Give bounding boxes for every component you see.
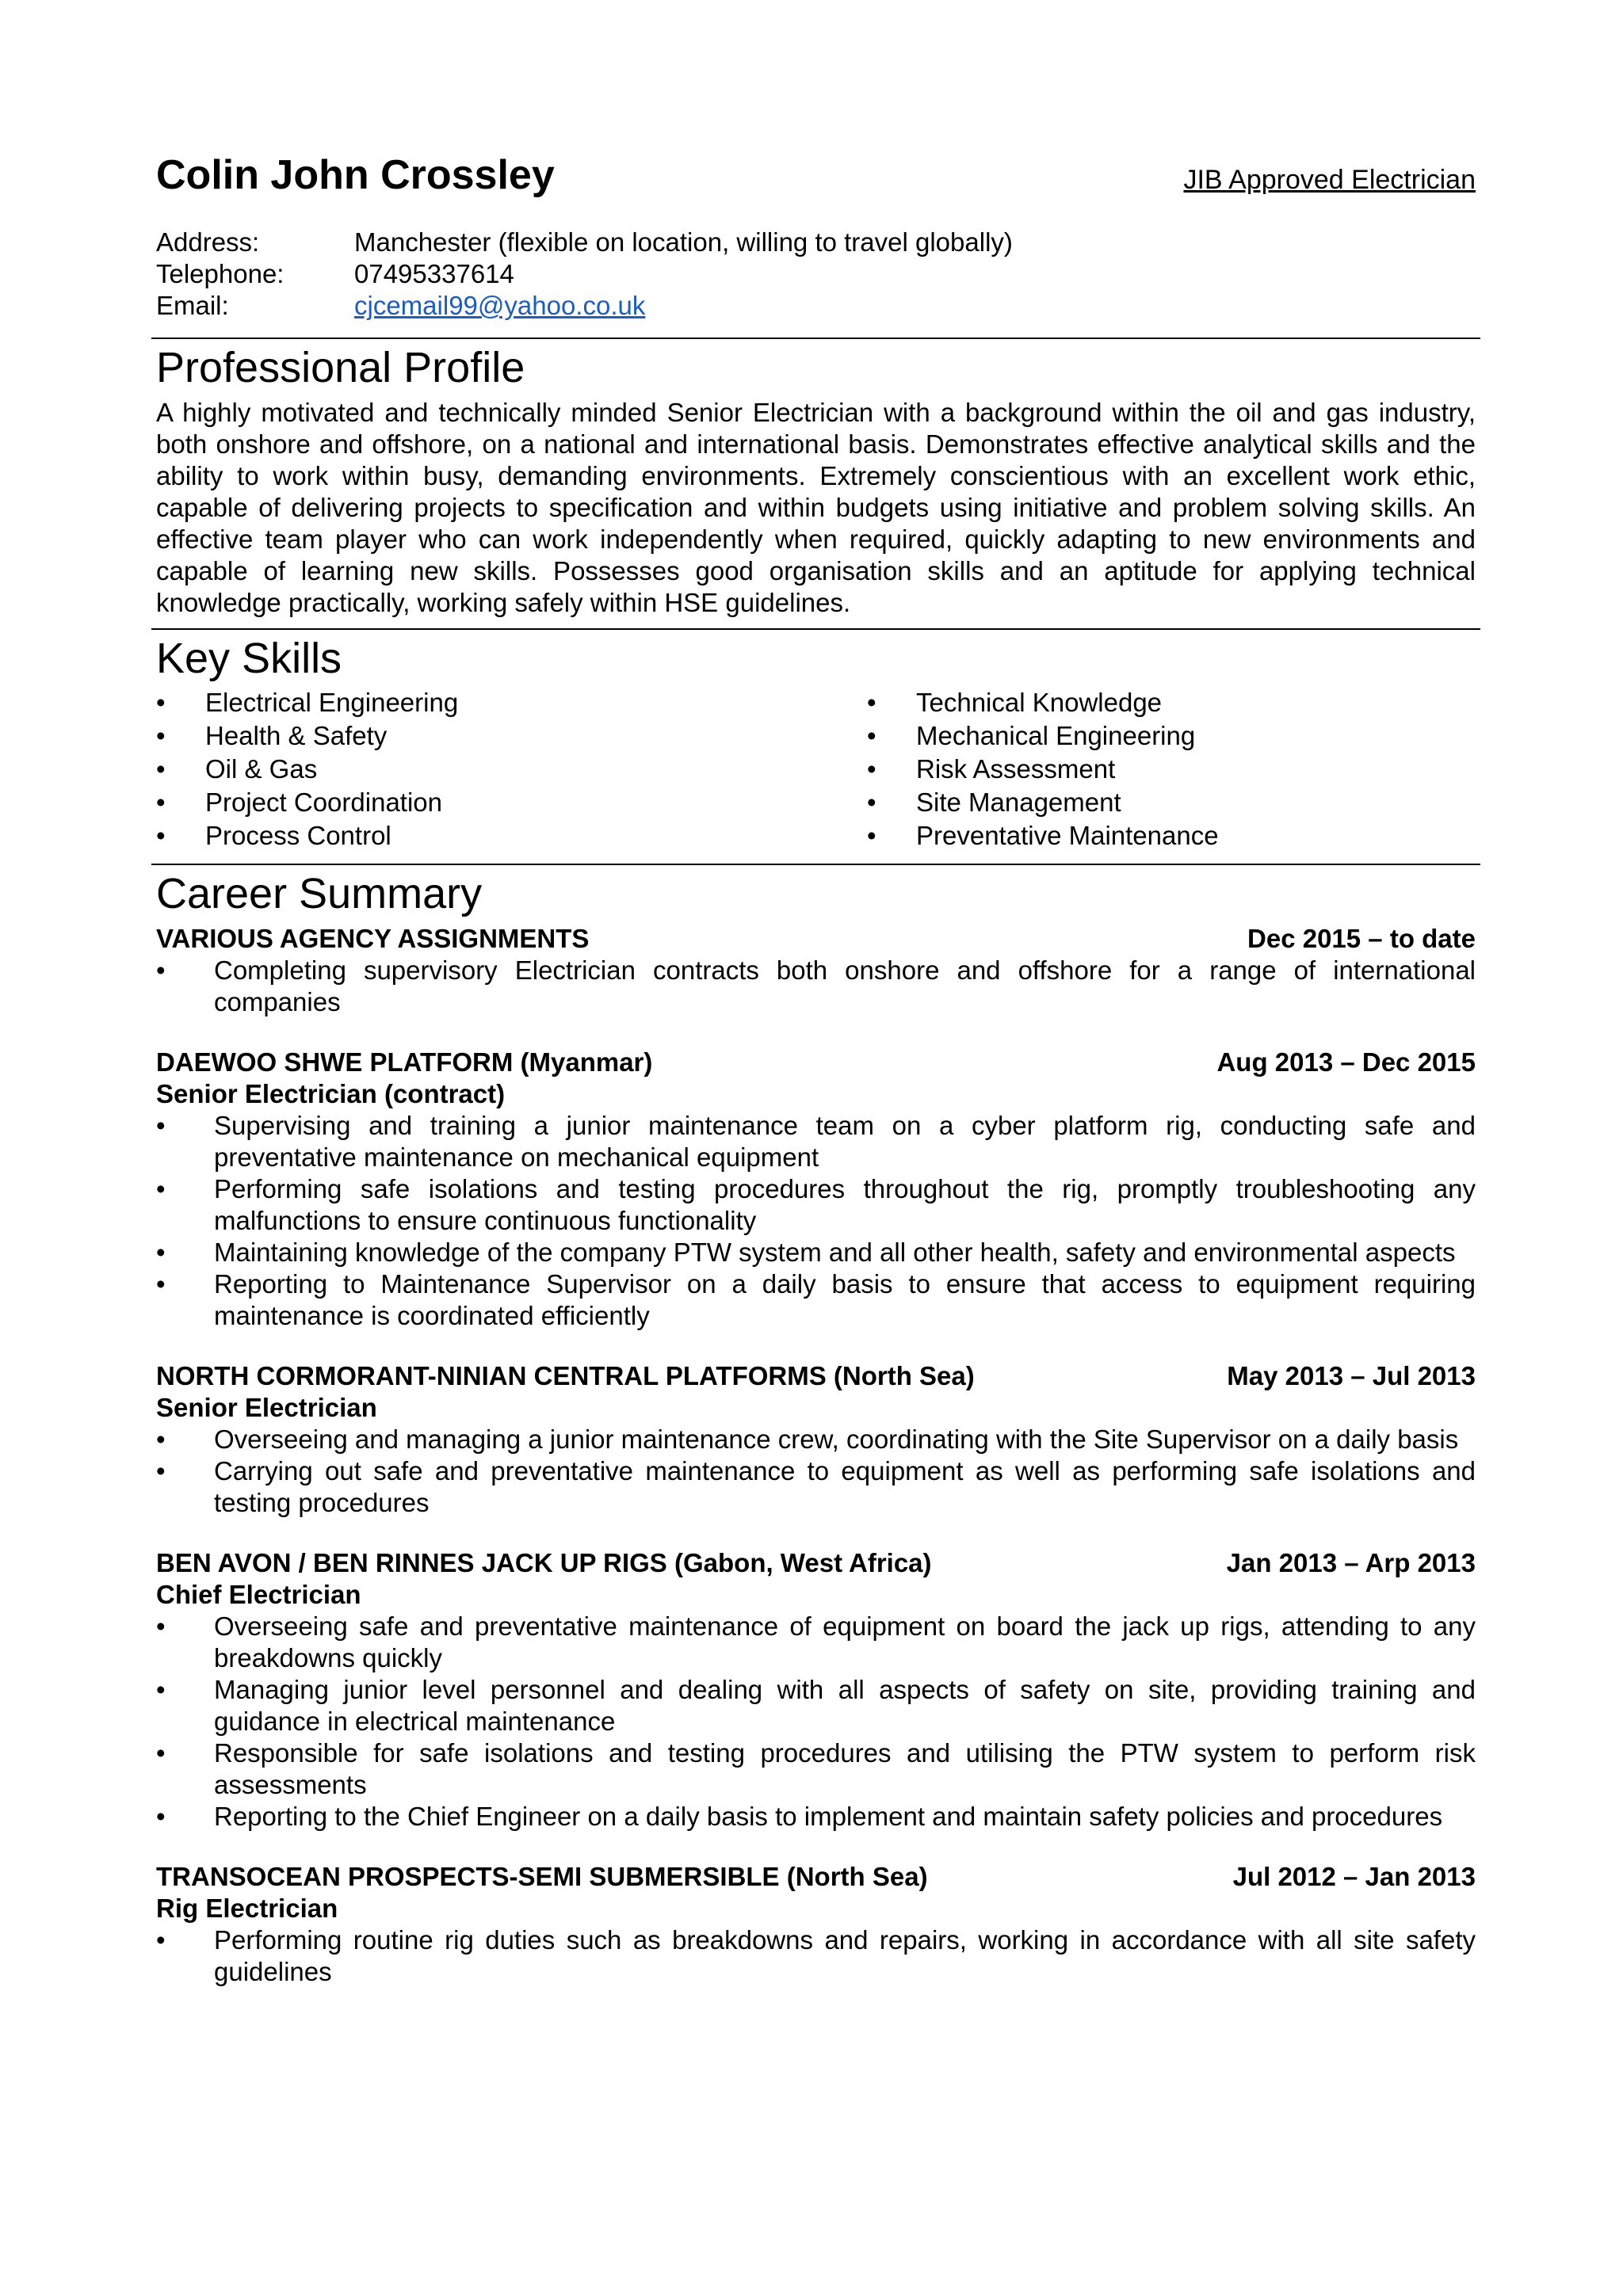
bullet-icon: •: [156, 753, 166, 784]
job-role: Senior Electrician: [156, 1392, 377, 1422]
career-entry: [156, 1861, 1476, 1988]
company-name: BEN AVON / BEN RINNES JACK UP RIGS (Gabon, West Africa): [156, 1547, 932, 1577]
responsibility-text: Managing junior level personnel and dealing with all aspects of safety on site, providing training and guidance in electrical maintenance: [214, 1674, 1476, 1736]
responsibility-list: [156, 1424, 1476, 1519]
candidate-name: Colin John Crossley: [156, 152, 555, 198]
responsibility-text: Responsible for safe isolations and testing procedures and utilising the PTW system to perform risk assessments: [214, 1737, 1476, 1799]
responsibility-list: [156, 1924, 1476, 1988]
bullet-icon: •: [867, 753, 876, 784]
responsibility-text: Overseeing and managing a junior maintenance crew, coordinating with the Site Supervisor on a daily basis: [214, 1424, 1459, 1454]
skill-item: [156, 719, 867, 753]
key-skills-heading: Key Skills: [156, 635, 342, 683]
contact-details: [156, 227, 1476, 322]
skill-item: [867, 719, 1476, 753]
career-entry-header: [156, 1547, 1476, 1579]
responsibility-text: Overseeing safe and preventative maintenance of equipment on board the jack up rigs, attending to any breakdowns quickly: [214, 1611, 1476, 1672]
skill-label: Site Management: [916, 787, 1121, 817]
career-entry: [156, 1547, 1476, 1833]
career-entry-header: [156, 1047, 1476, 1078]
bullet-icon: •: [156, 1268, 166, 1299]
responsibility-item: [156, 1424, 1476, 1455]
bullet-icon: •: [156, 1424, 166, 1454]
bullet-icon: •: [156, 820, 166, 850]
telephone-row: [156, 258, 1476, 290]
key-skills-list: [156, 686, 1476, 852]
bullet-icon: •: [156, 955, 166, 985]
job-title-link[interactable]: JIB Approved Electrician: [1183, 165, 1476, 195]
responsibility-item: [156, 1173, 1476, 1237]
bullet-icon: •: [867, 687, 876, 717]
telephone-value: 07495337614: [354, 259, 514, 289]
company-name: DAEWOO SHWE PLATFORM (Myanmar): [156, 1047, 653, 1077]
skill-item: [156, 686, 867, 719]
responsibility-item: [156, 1924, 1476, 1988]
skill-label: Process Control: [205, 820, 391, 850]
responsibility-text: Carrying out safe and preventative maintenance to equipment as well as performing safe isolations and testing procedures: [214, 1455, 1476, 1517]
career-summary-heading: Career Summary: [156, 869, 483, 917]
responsibility-text: Reporting to the Chief Engineer on a daily basis to implement and maintain safety policies and procedures: [214, 1801, 1443, 1831]
responsibility-text: Supervising and training a junior maintenance team on a cyber platform rig, conducting safe and preventative maintenance on mechanical equipment: [214, 1110, 1476, 1172]
skill-label: Health & Safety: [205, 720, 388, 750]
skill-label: Preventative Maintenance: [916, 820, 1219, 850]
company-name: TRANSOCEAN PROSPECTS-SEMI SUBMERSIBLE (North Sea): [156, 1861, 928, 1891]
professional-profile-heading: Professional Profile: [156, 344, 525, 392]
responsibility-item: [156, 955, 1476, 1018]
employment-dates: Jan 2013 – Arp 2013: [1226, 1547, 1476, 1577]
bullet-icon: •: [156, 1611, 166, 1641]
responsibility-text: Performing routine rig duties such as breakdowns and repairs, working in accordance with all site safety guidelines: [214, 1924, 1476, 1986]
responsibility-text: Completing supervisory Electrician contracts both onshore and offshore for a range of international companies: [214, 955, 1476, 1016]
responsibility-list: [156, 1110, 1476, 1332]
responsibility-item: [156, 1611, 1476, 1674]
responsibility-item: [156, 1237, 1476, 1268]
bullet-icon: •: [867, 820, 876, 850]
responsibility-item: [156, 1674, 1476, 1737]
responsibility-item: [156, 1268, 1476, 1332]
responsibility-text: Performing safe isolations and testing procedures throughout the rig, promptly troubleshooting any malfunctions to ensure continuous functionality: [214, 1173, 1476, 1235]
skill-item: [867, 819, 1476, 852]
skill-label: Mechanical Engineering: [916, 720, 1196, 750]
bullet-icon: •: [156, 1173, 166, 1203]
career-entry: [156, 1360, 1476, 1519]
email-label: Email:: [156, 291, 229, 321]
employment-dates: Aug 2013 – Dec 2015: [1216, 1047, 1476, 1077]
bullet-icon: •: [156, 720, 166, 750]
telephone-label: Telephone:: [156, 259, 285, 289]
bullet-icon: •: [867, 720, 876, 750]
skill-item: [867, 686, 1476, 719]
professional-profile-text: A highly motivated and technically minded Senior Electrician with a background within the oil and gas industry, both onshore and offshore, on a national and international basis. Demonstrates effective analytical skills and the ability to work within busy, demanding environments. Extremely conscientious with an excellent work ethic, capable of delivering projects to specification and within budgets using initiative and problem solving skills. An effective team player who can work independently when required, quickly adapting to new environments and capable of learning new skills. Possesses good organisation skills and an aptitude for applying technical knowledge practically, working safely within HSE guidelines.: [156, 398, 1476, 618]
career-entry-header: [156, 1360, 1476, 1392]
career-entry-header: [156, 923, 1476, 955]
responsibility-text: Maintaining knowledge of the company PTW system and all other health, safety and environmental aspects: [214, 1237, 1456, 1267]
bullet-icon: •: [156, 787, 166, 817]
section-divider: [151, 864, 1480, 865]
skills-column-right: [867, 686, 1476, 852]
career-entry: [156, 1047, 1476, 1332]
address-row: [156, 227, 1476, 258]
bullet-icon: •: [156, 1110, 166, 1140]
bullet-icon: •: [156, 1455, 166, 1486]
section-divider: [151, 338, 1480, 339]
address-label: Address:: [156, 227, 260, 257]
bullet-icon: •: [156, 1924, 166, 1955]
skill-label: Oil & Gas: [205, 753, 318, 784]
responsibility-text: Reporting to Maintenance Supervisor on a daily basis to ensure that access to equipment requiring maintenance is coordinated efficiently: [214, 1268, 1476, 1330]
skill-label: Electrical Engineering: [205, 687, 459, 717]
company-name: VARIOUS AGENCY ASSIGNMENTS: [156, 923, 590, 953]
bullet-icon: •: [156, 1674, 166, 1704]
employment-dates: Dec 2015 – to date: [1247, 923, 1476, 953]
career-entry: [156, 923, 1476, 1018]
skill-item: [156, 753, 867, 786]
responsibility-list: [156, 955, 1476, 1018]
job-role: Chief Electrician: [156, 1579, 361, 1609]
job-role: Senior Electrician (contract): [156, 1078, 506, 1108]
bullet-icon: •: [867, 787, 876, 817]
skill-label: Project Coordination: [205, 787, 442, 817]
skill-label: Risk Assessment: [916, 753, 1116, 784]
responsibility-list: [156, 1611, 1476, 1833]
responsibility-item: [156, 1110, 1476, 1173]
bullet-icon: •: [156, 1801, 166, 1831]
job-role: Rig Electrician: [156, 1893, 338, 1923]
bullet-icon: •: [156, 687, 166, 717]
skill-item: [867, 786, 1476, 819]
cv-header: [156, 151, 1476, 200]
skill-item: [156, 819, 867, 852]
skill-item: [867, 753, 1476, 786]
bullet-icon: •: [156, 1237, 166, 1267]
skills-column-left: [156, 686, 867, 852]
responsibility-item: [156, 1455, 1476, 1519]
section-divider: [151, 628, 1480, 630]
bullet-icon: •: [156, 1737, 166, 1768]
skill-label: Technical Knowledge: [916, 687, 1163, 717]
employment-dates: Jul 2012 – Jan 2013: [1232, 1861, 1476, 1891]
company-name: NORTH CORMORANT-NINIAN CENTRAL PLATFORMS (North Sea): [156, 1360, 975, 1390]
skill-item: [156, 786, 867, 819]
career-entry-header: [156, 1861, 1476, 1893]
address-value: Manchester (flexible on location, willing to travel globally): [354, 227, 1013, 257]
employment-dates: May 2013 – Jul 2013: [1227, 1360, 1476, 1390]
responsibility-item: [156, 1801, 1476, 1833]
email-link[interactable]: cjcemail99@yahoo.co.uk: [354, 291, 646, 321]
responsibility-item: [156, 1737, 1476, 1801]
email-row: [156, 290, 1476, 322]
career-list: [156, 923, 1476, 1988]
